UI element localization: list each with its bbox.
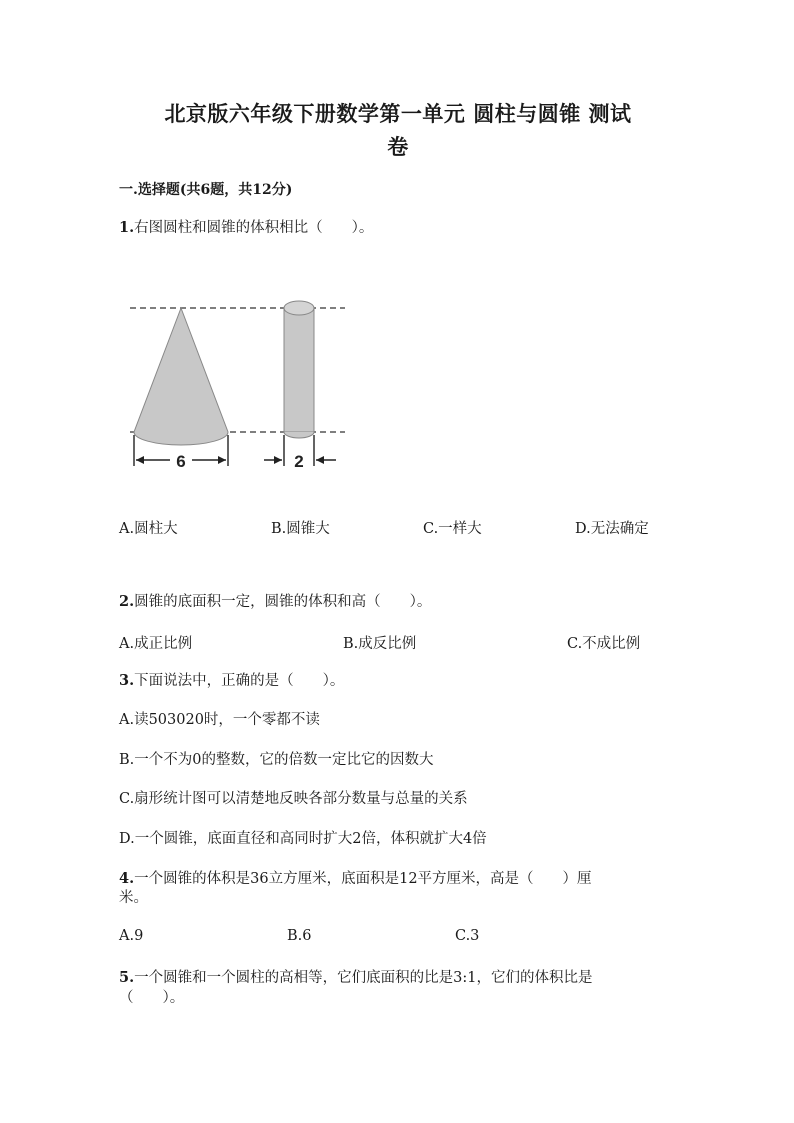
q1-option-c: C.一样大 (423, 521, 482, 537)
question-2 (119, 592, 431, 612)
question-1-number: 1. (119, 219, 135, 236)
question-2-text: 圆锥的底面积一定，圆锥的体积和高（ ）。 (134, 594, 432, 610)
question-3-text: 下面说法中，正确的是（ ）。 (134, 673, 345, 689)
cone-cylinder-figure (120, 290, 360, 480)
title-line-2: 卷 (387, 134, 409, 159)
question-5-text: 一个圆锥和一个圆柱的高相等，它们底面积的比是3:1，它们的体积比是 (134, 970, 593, 986)
q2-option-a: A.成正比例 (119, 636, 193, 652)
q4-option-b: B.6 (287, 928, 312, 944)
q1-option-b: B.圆锥大 (271, 521, 330, 537)
q3-option-a: A.读503020时，一个零都不读 (119, 712, 320, 728)
q3-option-c: C.扇形统计图可以清楚地反映各部分数量与总量的关系 (119, 791, 468, 807)
section-heading: 一.选择题(共6题，共12分) (119, 182, 293, 198)
cylinder-diameter-label: 2 (294, 452, 304, 471)
page-title (120, 97, 676, 163)
q2-option-b: B.成反比例 (343, 636, 417, 652)
question-3 (119, 671, 344, 691)
question-1-text: 右图圆柱和圆锥的体积相比（ ）。 (134, 220, 374, 236)
q1-option-a: A.圆柱大 (119, 521, 178, 537)
question-1 (119, 218, 373, 238)
question-5-continued: （ ）。 (119, 990, 185, 1006)
q2-option-c: C.不成比例 (567, 636, 641, 652)
question-5-number: 5. (119, 969, 135, 986)
q4-option-c: C.3 (455, 928, 480, 944)
title-line-1: 北京版六年级下册数学第一单元 圆柱与圆锥 测试 (164, 101, 632, 126)
cylinder-body (284, 308, 314, 432)
question-2-number: 2. (119, 593, 135, 610)
q3-option-b: B.一个不为0的整数，它的倍数一定比它的因数大 (119, 752, 434, 768)
question-3-number: 3. (119, 672, 135, 689)
cylinder-bottom (284, 432, 314, 438)
q3-option-d: D.一个圆锥，底面直径和高同时扩大2倍，体积就扩大4倍 (119, 831, 487, 847)
question-4 (119, 869, 592, 889)
q1-option-d: D.无法确定 (575, 521, 649, 537)
question-4-continued: 米。 (119, 890, 148, 906)
cylinder-top (284, 301, 314, 315)
question-4-number: 4. (119, 870, 135, 887)
question-4-text: 一个圆锥的体积是36立方厘米，底面积是12平方厘米，高是（ ）厘 (134, 871, 592, 887)
question-5 (119, 968, 592, 988)
cone-diameter-label: 6 (176, 452, 186, 471)
cone-shape (134, 308, 228, 445)
q4-option-a: A.9 (119, 928, 144, 944)
